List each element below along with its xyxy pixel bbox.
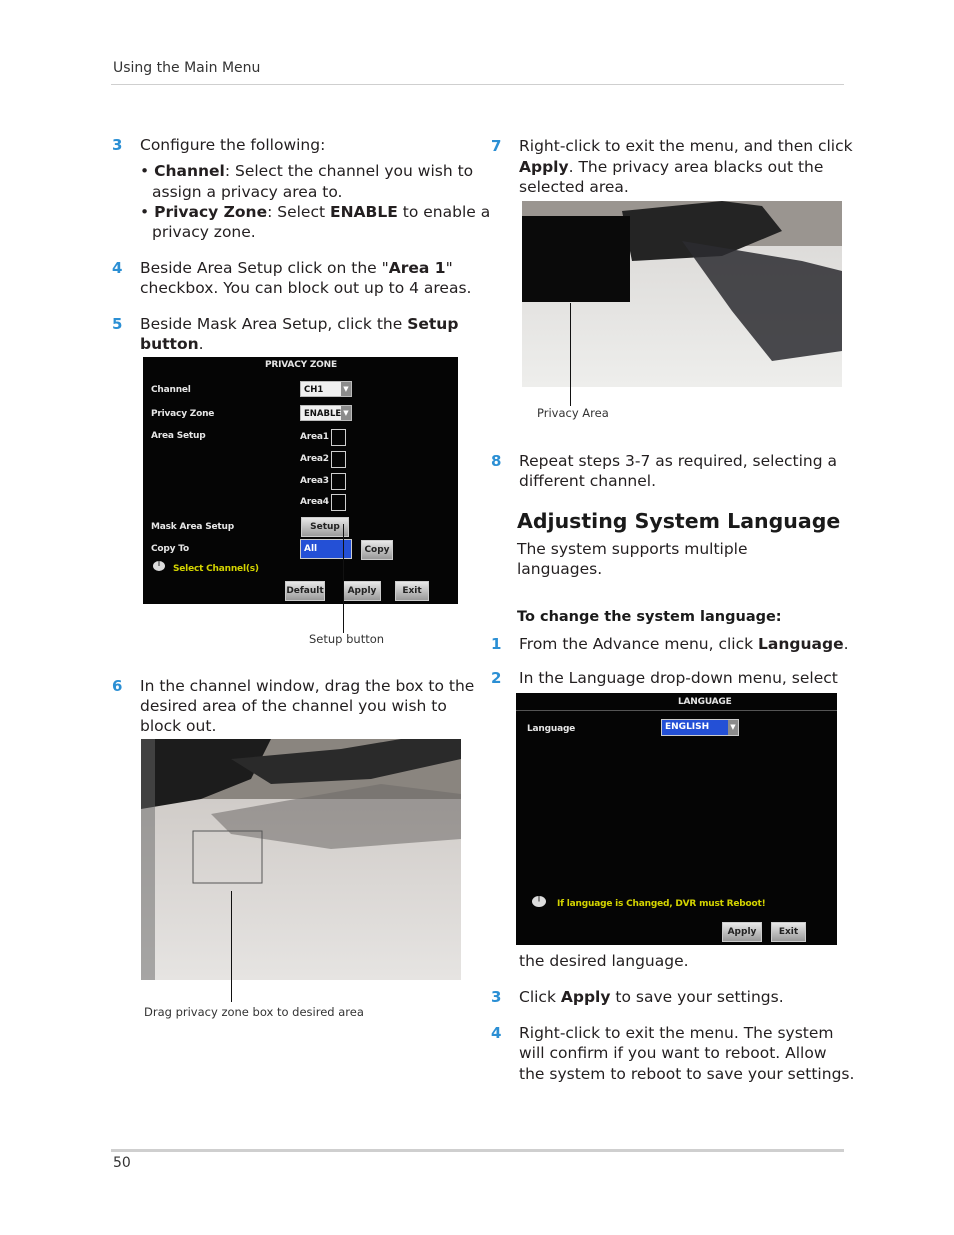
- copy-to-select: All: [300, 539, 352, 559]
- step-number: 8: [491, 452, 502, 470]
- mouse-icon: [531, 895, 547, 908]
- section-heading: Adjusting System Language: [517, 509, 841, 533]
- default-button: Default: [285, 581, 325, 601]
- step-number: 3: [112, 136, 123, 154]
- area-label: Area3: [300, 476, 329, 486]
- language-select: ENGLISH ▼: [661, 719, 739, 736]
- privacy-zone-select: ENABLE ▼: [300, 405, 352, 421]
- bullet-channel-cont: assign a privacy area to.: [152, 183, 343, 201]
- step-text: selected area.: [519, 178, 629, 196]
- exit-button: Exit: [395, 581, 429, 601]
- footer-rule: [111, 1149, 844, 1152]
- area-checkbox: [331, 473, 346, 490]
- drag-caption: Drag privacy zone box to desired area: [144, 1005, 364, 1019]
- step-text: Click Apply to save your settings.: [519, 988, 784, 1006]
- running-header: Using the Main Menu: [113, 60, 261, 76]
- area-setup-label: Area Setup: [151, 431, 206, 441]
- step-text: Repeat steps 3-7 as required, selecting a: [519, 452, 838, 470]
- step-number: 6: [112, 677, 123, 695]
- area-checkbox: [331, 494, 346, 511]
- bullet-privacy-zone-cont: privacy zone.: [152, 223, 256, 241]
- step-number: 2: [491, 669, 502, 687]
- intro-text: The system supports multiple: [517, 540, 748, 558]
- privacy-area-caption: Privacy Area: [537, 406, 609, 420]
- callout-line: [343, 524, 344, 633]
- procedure-heading: To change the system language:: [517, 609, 782, 625]
- exit-button: Exit: [771, 922, 806, 942]
- area-label: Area1: [300, 432, 329, 442]
- title-divider: [516, 710, 837, 711]
- chevron-down-icon: ▼: [341, 382, 351, 396]
- step-number: 3: [491, 988, 502, 1006]
- callout-line: [570, 303, 571, 406]
- select-channels-label: Select Channel(s): [173, 564, 259, 574]
- language-screenshot: [516, 693, 837, 945]
- mask-area-label: Mask Area Setup: [151, 522, 234, 532]
- apply-button: Apply: [343, 581, 381, 601]
- step-text: will confirm if you want to reboot. Allow: [519, 1044, 827, 1062]
- area-checkbox: [331, 429, 346, 446]
- apply-button: Apply: [722, 922, 762, 942]
- step-text: Apply. The privacy area blacks out the: [519, 158, 824, 176]
- mouse-icon: [152, 560, 166, 572]
- area-label: Area4: [300, 497, 329, 507]
- step-number: 1: [491, 635, 502, 653]
- step-text: From the Advance menu, click Language.: [519, 635, 849, 653]
- intro-text: languages.: [517, 560, 603, 578]
- channel-label: Channel: [151, 385, 191, 395]
- setup-button: Setup: [301, 517, 349, 537]
- reboot-warning: If language is Changed, DVR must Reboot!: [557, 899, 766, 909]
- step-number: 4: [112, 259, 123, 277]
- area-label: Area2: [300, 454, 329, 464]
- step-text: Beside Mask Area Setup, click the Setup: [140, 315, 459, 333]
- step-number: 7: [491, 137, 502, 155]
- privacy-zone-screenshot: [143, 357, 458, 604]
- step-text: Configure the following:: [140, 136, 326, 154]
- step-text: the desired language.: [519, 952, 689, 970]
- privacy-zone-label: Privacy Zone: [151, 409, 215, 419]
- step-text: checkbox. You can block out up to 4 areas.: [140, 279, 472, 297]
- header-rule: [111, 84, 844, 85]
- chevron-down-icon: ▼: [728, 720, 738, 735]
- screen-title: LANGUAGE: [678, 697, 732, 707]
- step-text: the system to reboot to save your settings.: [519, 1065, 855, 1083]
- step-text: desired area of the channel you wish to: [140, 697, 447, 715]
- bullet-channel: • Channel: Select the channel you wish to: [140, 162, 474, 180]
- step-text: different channel.: [519, 472, 657, 490]
- callout-line: [231, 891, 232, 1002]
- screen-title: PRIVACY ZONE: [265, 360, 337, 370]
- step-text: In the Language drop-down menu, select: [519, 669, 838, 687]
- step-text: Right-click to exit the menu. The system: [519, 1024, 834, 1042]
- page-number: 50: [113, 1155, 131, 1171]
- step-text: In the channel window, drag the box to the: [140, 677, 475, 695]
- step-text: Right-click to exit the menu, and then click: [519, 137, 853, 155]
- language-label: Language: [527, 724, 576, 734]
- step-text: block out.: [140, 717, 217, 735]
- copy-button: Copy: [361, 540, 393, 560]
- step-text: button.: [140, 335, 204, 353]
- step-number: 5: [112, 315, 123, 333]
- copy-to-label: Copy To: [151, 544, 189, 554]
- channel-select: CH1 ▼: [300, 381, 352, 397]
- setup-button-caption: Setup button: [309, 632, 385, 646]
- step-text: Beside Area Setup click on the "Area 1": [140, 259, 453, 277]
- drag-box-camera-photo: [141, 739, 461, 980]
- chevron-down-icon: ▼: [341, 406, 351, 420]
- step-number: 4: [491, 1024, 502, 1042]
- area-checkbox: [331, 451, 346, 468]
- bullet-privacy-zone: • Privacy Zone: Select ENABLE to enable a: [140, 203, 491, 221]
